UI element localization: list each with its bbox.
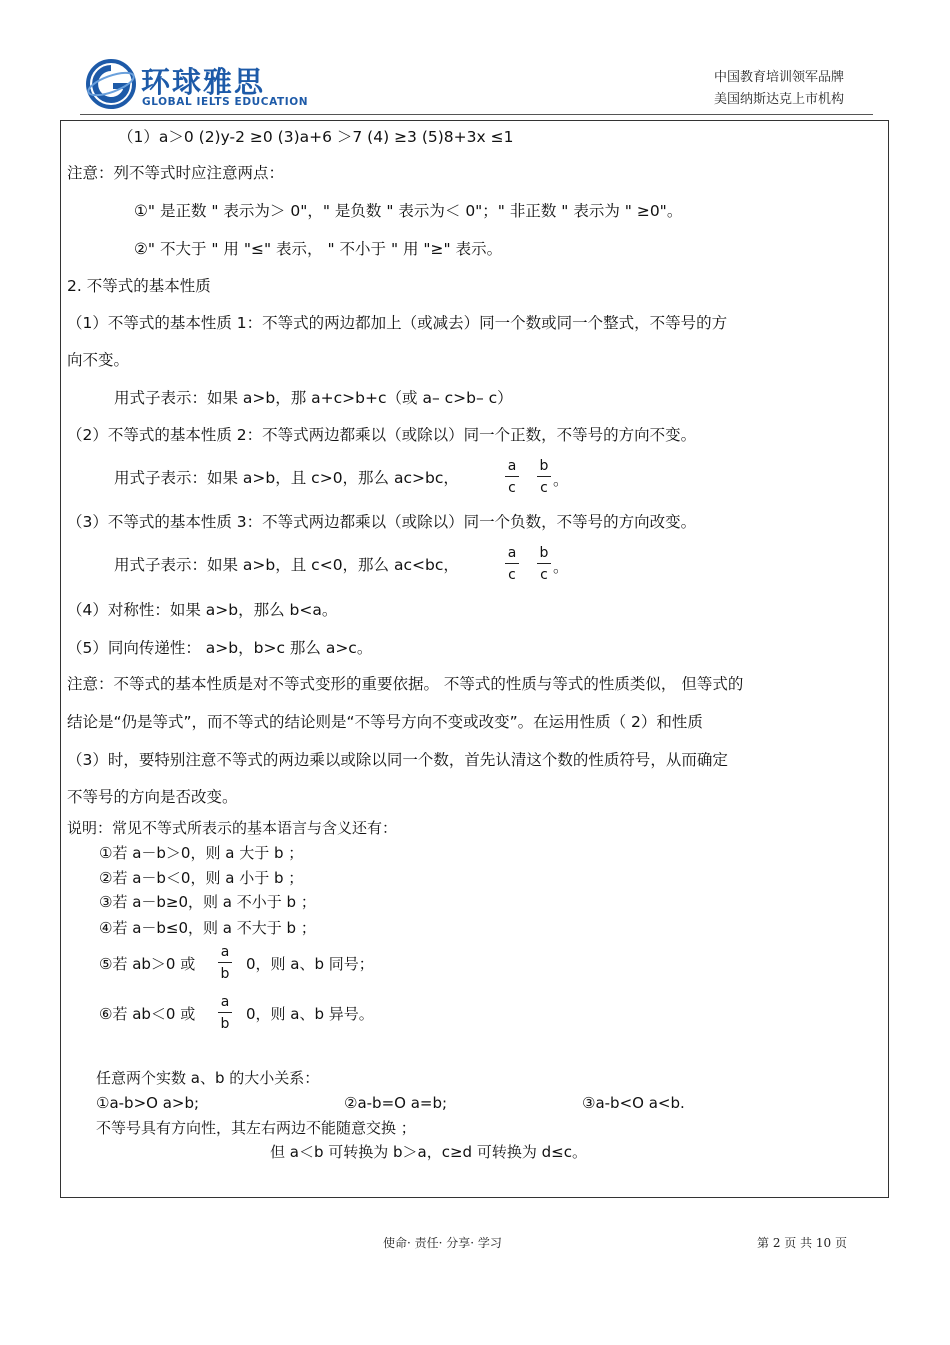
denominator: c: [508, 480, 516, 496]
numerator: a: [507, 458, 517, 474]
text-line: 用式子表示：如果 a>b，那 a+c>b+c（或 a– c>b– c）: [114, 389, 513, 407]
section-heading: 2. 不等式的基本性质: [67, 277, 211, 295]
numerator: a: [220, 944, 230, 960]
denominator: b: [220, 966, 230, 982]
fraction-b-over-c: [537, 458, 551, 496]
relation-item: ①a-b>O a>b;: [96, 1094, 200, 1112]
numerator: b: [539, 458, 549, 474]
text-line: （1）a＞0 (2)y-2 ≥0 (3)a+6 ＞7 (4) ≥3 (5)8+3x ≤1: [118, 128, 514, 146]
tagline-2: 美国纳斯达克上市机构: [713, 92, 844, 107]
text-line: （1）不等式的基本性质 1：不等式的两边都加上（或减去）同一个数或同一个整式，不等号的方: [67, 314, 728, 332]
footer-motto: 使命· 责任· 分享· 学习: [383, 1236, 502, 1250]
numerator: a: [220, 994, 230, 1010]
fraction-bar: [505, 563, 519, 564]
fraction-a-over-c: [505, 458, 519, 496]
text-line: 任意两个实数 a、b 的大小关系：: [96, 1069, 320, 1087]
text-line: （2）不等式的基本性质 2：不等式两边都乘以（或除以）同一个正数，不等号的方向不变。: [67, 426, 697, 444]
text-line: 。: [553, 558, 569, 576]
fraction-bar: [218, 1012, 232, 1013]
text-line: 结论是“仍是等式”，而不等式的结论则是“不等号方向不变或改变”。在运用性质（ 2）和性质: [67, 713, 703, 731]
list-item: ⑥若 ab＜0 或: [99, 1005, 196, 1023]
list-item: 0，则 a、b 异号。: [246, 1005, 374, 1023]
text-line: （3）时，要特别注意不等式的两边乘以或除以同一个数，首先认清这个数的性质符号，从而确定: [67, 751, 728, 769]
denominator: b: [220, 1016, 230, 1032]
fraction-bar: [537, 563, 551, 564]
text-line: ①" 是正数 " 表示为＞ 0"，" 是负数 " 表示为＜ 0"；" 非正数 " 表示为 " ≥0"。: [134, 202, 683, 220]
fraction-a-over-b: [218, 944, 232, 982]
text-line: 用式子表示：如果 a>b，且 c>0，那么 ac>bc，: [114, 469, 459, 487]
fraction-a-over-c: [505, 545, 519, 583]
text-line: 不等号具有方向性，其左右两边不能随意交换 ；: [96, 1119, 416, 1137]
text-line: 不等号的方向是否改变。: [67, 788, 238, 806]
list-item: ④若 a－b≤0，则 a 不大于 b ；: [99, 919, 316, 937]
fraction-bar: [218, 962, 232, 963]
fraction-b-over-c: [537, 545, 551, 583]
fraction-bar: [537, 476, 551, 477]
logo-english-text: GLOBAL IELTS EDUCATION: [142, 96, 309, 108]
text-line: 但 a＜b 可转换为 b＞a，c≥d 可转换为 d≤c。: [270, 1143, 587, 1161]
text-line: 注意：不等式的基本性质是对不等式变形的重要依据。 不等式的性质与等式的性质类似， 但等式的: [67, 675, 744, 693]
globe-logo-icon: [85, 58, 137, 110]
numerator: a: [507, 545, 517, 561]
denominator: c: [540, 567, 548, 583]
header-divider: [80, 114, 873, 115]
text-line: 注意：列不等式时应注意两点：: [67, 164, 285, 182]
text-line: 用式子表示：如果 a>b，且 c<0，那么 ac<bc，: [114, 556, 459, 574]
list-item: ①若 a－b＞0，则 a 大于 b ；: [99, 844, 304, 862]
logo-chinese-text: 环球雅思: [141, 65, 266, 99]
denominator: c: [540, 480, 548, 496]
text-line: （3）不等式的基本性质 3：不等式两边都乘以（或除以）同一个负数，不等号的方向改变。: [67, 513, 697, 531]
text-line: （5）同向传递性： a>b，b>c 那么 a>c。: [67, 639, 373, 657]
list-item: 0，则 a、b 同号；: [246, 955, 374, 973]
relation-item: ③a-b<O a<b.: [582, 1094, 685, 1112]
relation-item: ②a-b=O a=b;: [344, 1094, 448, 1112]
logo: [85, 58, 315, 110]
numerator: b: [539, 545, 549, 561]
list-item: ③若 a－b≥0，则 a 不小于 b ；: [99, 893, 316, 911]
text-line: 说明：常见不等式所表示的基本语言与含义还有：: [67, 819, 398, 837]
fraction-a-over-b: [218, 994, 232, 1032]
text-line: 向不变。: [67, 351, 130, 369]
list-item: ②若 a－b＜0，则 a 小于 b ；: [99, 869, 304, 887]
text-line: （4）对称性：如果 a>b，那么 b<a。: [67, 601, 338, 619]
text-line: ②" 不大于 " 用 "≤" 表示， " 不小于 " 用 "≥" 表示。: [134, 240, 503, 258]
denominator: c: [508, 567, 516, 583]
page-number: 第 2 页 共 10 页: [757, 1236, 847, 1250]
fraction-bar: [505, 476, 519, 477]
tagline-1: 中国教育培训领军品牌: [713, 70, 844, 85]
list-item: ⑤若 ab＞0 或: [99, 955, 196, 973]
text-line: 。: [553, 471, 569, 489]
